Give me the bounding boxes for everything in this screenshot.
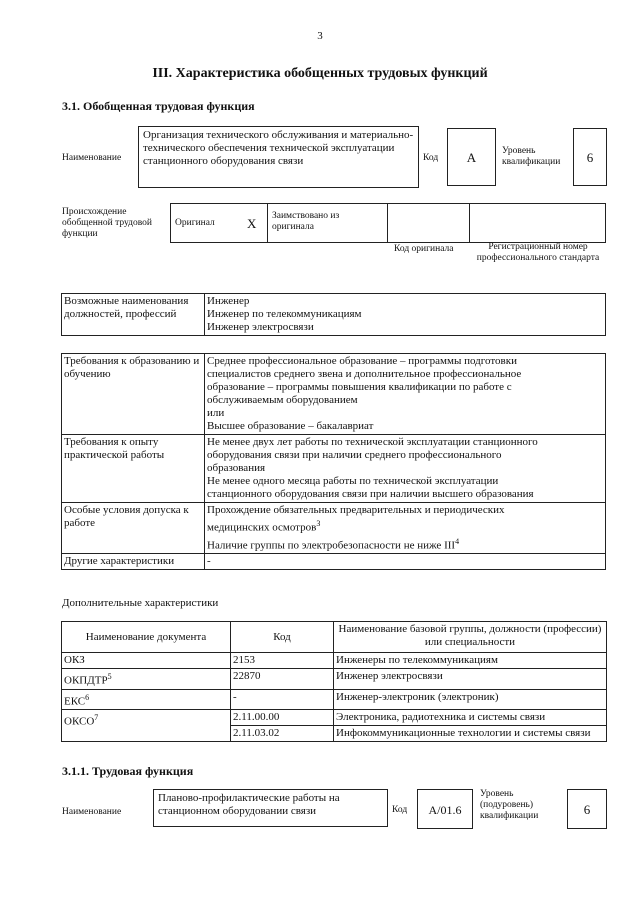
- function-name-box: [138, 126, 419, 188]
- positions-label: Возможные наименования должностей, профессий: [62, 294, 205, 336]
- doc-name: ОКЗ: [64, 654, 85, 666]
- code-label: Код: [423, 153, 439, 163]
- doc-name: ОКСО: [64, 715, 95, 728]
- group-name: Инженер-электроник (электроник): [334, 689, 607, 710]
- text-line: Не менее одного месяца работы по технической эксплуатации: [207, 475, 499, 487]
- doc-code: 2.11.00.00: [231, 710, 334, 726]
- text-line: Не менее двух лет работы по технической эксплуатации станционного: [207, 436, 538, 448]
- req-special-value: [205, 503, 606, 554]
- doc-name: ОКПДТР: [64, 674, 108, 687]
- text-line: обслуживаемым оборудованием: [207, 394, 358, 406]
- req-experience-label: Требования к опыту практической работы: [62, 435, 205, 503]
- position-item: Инженер по телекоммуникациям: [207, 308, 362, 320]
- header-doc: Наименование документа: [62, 622, 231, 653]
- positions-list: [205, 294, 606, 336]
- group-name: Инженер электросвязи: [334, 669, 607, 690]
- doc-name: ЕКС: [64, 695, 86, 708]
- tf-name-box: [153, 789, 388, 827]
- table-row: ОКСО$^7$ 2.11.00.00 Электроника, радиотехника и системы связи: [62, 710, 607, 726]
- doc-code: -: [231, 689, 334, 710]
- requirements-table: [61, 353, 606, 570]
- level-label: Уровень квалификации: [502, 146, 561, 167]
- text-line: Прохождение обязательных предварительных и периодических: [207, 504, 505, 516]
- table-row: ОКПДТР$^5$ 22870 Инженер электросвязи: [62, 669, 607, 690]
- doc-code: 2153: [231, 653, 334, 669]
- origin-label: Происхождение обобщенной трудовой функции: [62, 207, 152, 239]
- section-heading: 3.1. Обобщенная трудовая функция: [62, 99, 255, 113]
- table-row: [62, 653, 607, 669]
- tf-level-label: Уровень (подуровень) квалификации: [480, 789, 539, 821]
- code-value: А: [447, 128, 496, 186]
- reg-number-caption: Регистрационный номер профессионального стандарта: [476, 242, 600, 263]
- origin-table: [170, 203, 606, 243]
- tf-level-value: 6: [567, 789, 607, 829]
- text-line: образование – программы повышения квалификации по работе с: [207, 381, 512, 393]
- text-line: станционного оборудования связи при наличии высшего образования: [207, 488, 534, 500]
- additional-caption: Дополнительные характеристики: [62, 597, 219, 609]
- group-name: Инженеры по телекоммуникациям: [334, 653, 607, 669]
- doc-code: 2.11.03.02: [231, 726, 334, 742]
- original-mark: X: [247, 216, 257, 231]
- req-experience-value: [205, 435, 606, 503]
- req-education-label: Требования к образованию и обучению: [62, 354, 205, 435]
- tf-name-label: Наименование: [62, 807, 122, 817]
- text-line: медицинских осмотров$^3$: [207, 519, 321, 534]
- text-line: или: [207, 407, 225, 419]
- req-special-label: Особые условия допуска к работе: [62, 503, 205, 554]
- tf-code-value: А/01.6: [417, 789, 473, 829]
- header-name: Наименование базовой группы, должности (профессии) или специальности: [334, 622, 607, 653]
- text-line: Высшее образование – бакалавриат: [207, 420, 374, 432]
- req-other-value: -: [205, 554, 606, 570]
- page-number: 3: [317, 30, 323, 42]
- name-label: Наименование: [62, 153, 122, 163]
- header-code: Код: [231, 622, 334, 653]
- tf-code-label: Код: [392, 805, 408, 815]
- function-name-value: Организация технического обслуживания и материально-технического обеспечения технической эксплуатации станционного оборудования связи: [143, 129, 414, 167]
- positions-table: [61, 293, 606, 336]
- borrowed-label: Заимствовано из оригинала: [272, 211, 340, 232]
- position-item: Инженер: [207, 295, 250, 307]
- doc-code: 22870: [231, 669, 334, 690]
- req-other-label: Другие характеристики: [62, 554, 205, 570]
- original-label: Оригинал: [175, 218, 215, 228]
- text-line: оборудования связи при наличии среднего профессионального: [207, 449, 502, 461]
- page-title: III. Характеристика обобщенных трудовых функций: [152, 66, 488, 81]
- level-value: 6: [573, 128, 607, 186]
- text-line: специалистов среднего звена и дополнительное профессиональное: [207, 368, 522, 380]
- tf-name-value: Планово-профилактические работы на станционном оборудовании связи: [158, 792, 340, 817]
- position-item: Инженер электросвязи: [207, 321, 314, 333]
- text-line: Среднее профессиональное образование – программы подготовки: [207, 355, 517, 367]
- additional-table: [61, 621, 607, 742]
- orig-code-caption: Код оригинала: [394, 244, 454, 254]
- text-line: Наличие группы по электробезопасности не ниже III$^4$: [207, 536, 460, 552]
- table-row: ЕКС$^6$ - Инженер-электроник (электроник): [62, 689, 607, 710]
- text-line: образования: [207, 462, 266, 474]
- function-heading: 3.1.1. Трудовая функция: [62, 764, 194, 778]
- group-name: Электроника, радиотехника и системы связи: [334, 710, 607, 726]
- req-education-value: [205, 354, 606, 435]
- group-name: Инфокоммуникационные технологии и системы связи: [334, 726, 607, 742]
